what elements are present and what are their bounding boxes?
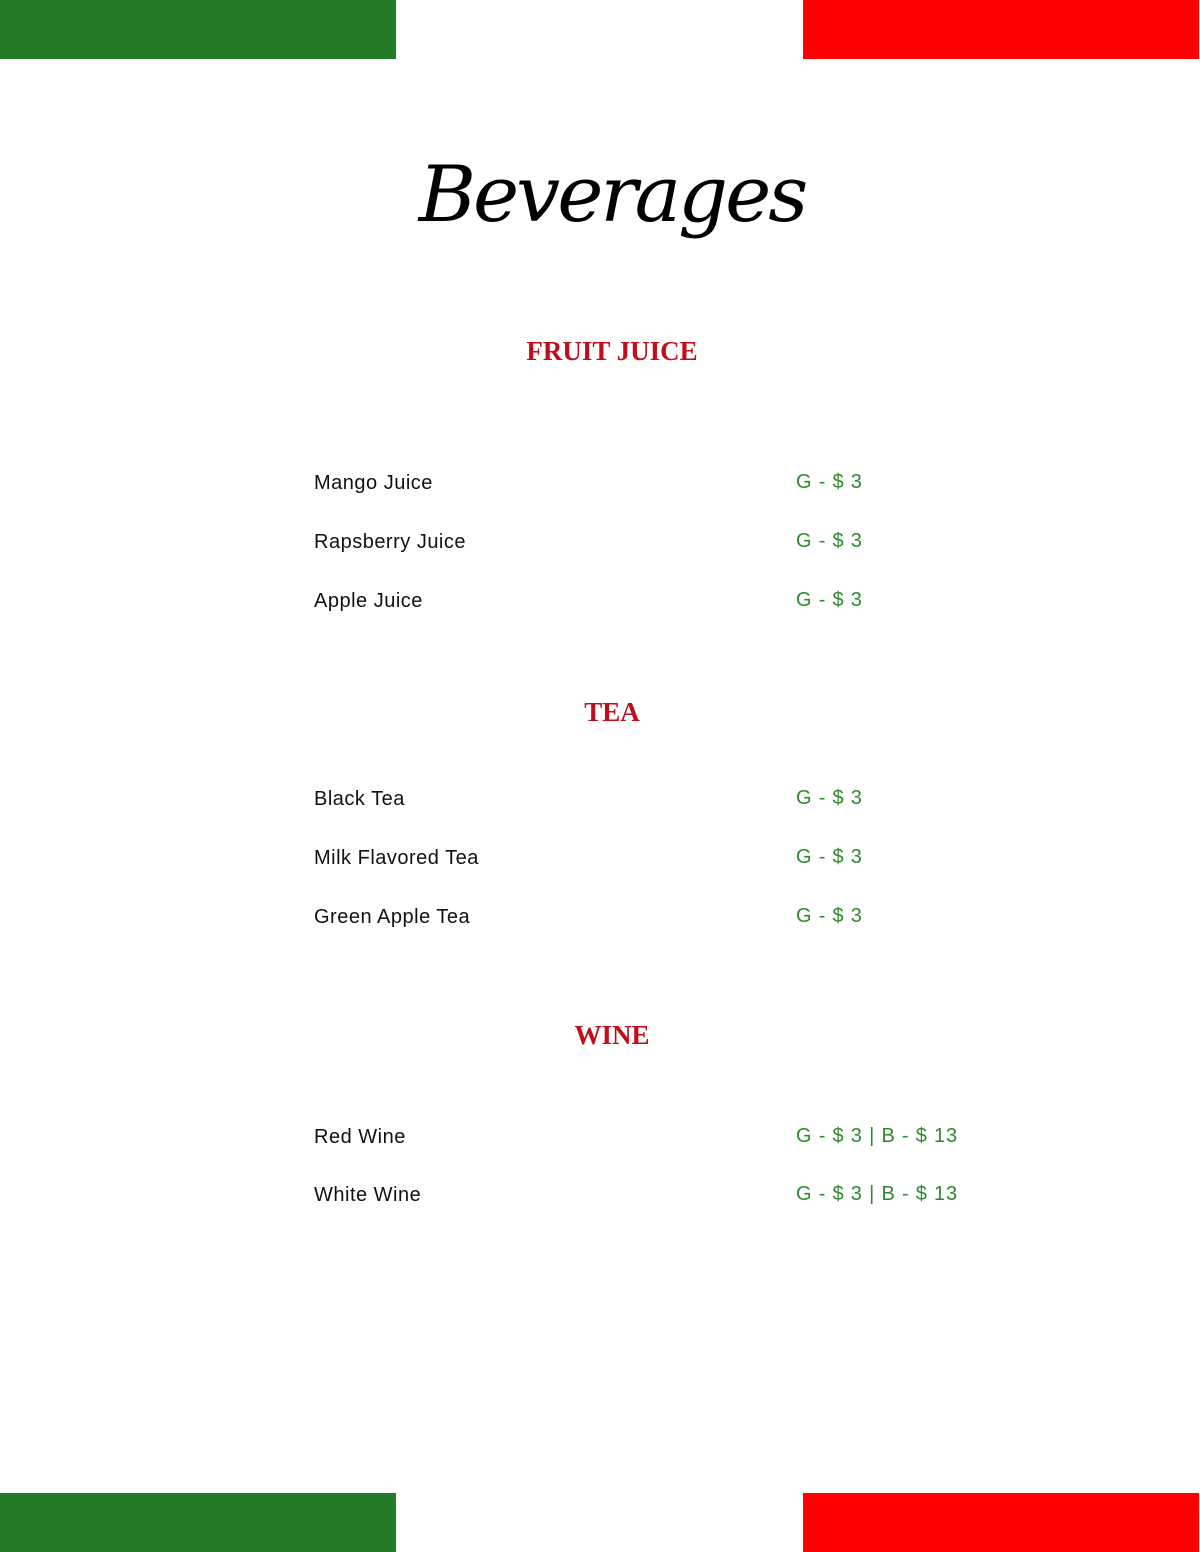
item-price: G - $ 3 xyxy=(796,471,863,493)
item-name: Black Tea xyxy=(314,788,405,810)
menu-item xyxy=(314,472,1014,502)
item-price: G - $ 3 xyxy=(796,846,863,868)
item-price: G - $ 3 | B - $ 13 xyxy=(796,1125,958,1147)
menu-item xyxy=(314,788,1014,818)
menu-item xyxy=(314,590,1014,620)
item-name: Green Apple Tea xyxy=(314,906,471,928)
menu-item xyxy=(314,531,1014,561)
green-bar-top xyxy=(0,0,396,59)
item-price: G - $ 3 xyxy=(796,905,863,927)
menu-item xyxy=(314,847,1014,877)
red-bar-top xyxy=(803,0,1199,59)
item-price: G - $ 3 xyxy=(796,787,863,809)
menu-item xyxy=(314,1184,1014,1214)
item-name: Apple Juice xyxy=(314,590,423,612)
red-bar-bottom xyxy=(803,1493,1199,1552)
item-name: Rapsberry Juice xyxy=(314,531,467,553)
green-bar-bottom xyxy=(0,1493,396,1552)
item-name: Red Wine xyxy=(314,1126,406,1148)
item-name: White Wine xyxy=(314,1184,422,1206)
section-heading-tea: TEA xyxy=(584,697,640,727)
menu-title: Beverages xyxy=(418,150,806,240)
item-price: G - $ 3 xyxy=(796,589,863,611)
item-price: G - $ 3 xyxy=(796,530,863,552)
menu-item xyxy=(314,1126,1014,1156)
section-heading-wine: WINE xyxy=(574,1020,650,1050)
item-name: Mango Juice xyxy=(314,472,433,494)
item-price: G - $ 3 | B - $ 13 xyxy=(796,1183,958,1205)
section-heading-fruit-juice: FRUIT JUICE xyxy=(526,336,698,366)
menu-item xyxy=(314,906,1014,936)
item-name: Milk Flavored Tea xyxy=(314,847,479,869)
